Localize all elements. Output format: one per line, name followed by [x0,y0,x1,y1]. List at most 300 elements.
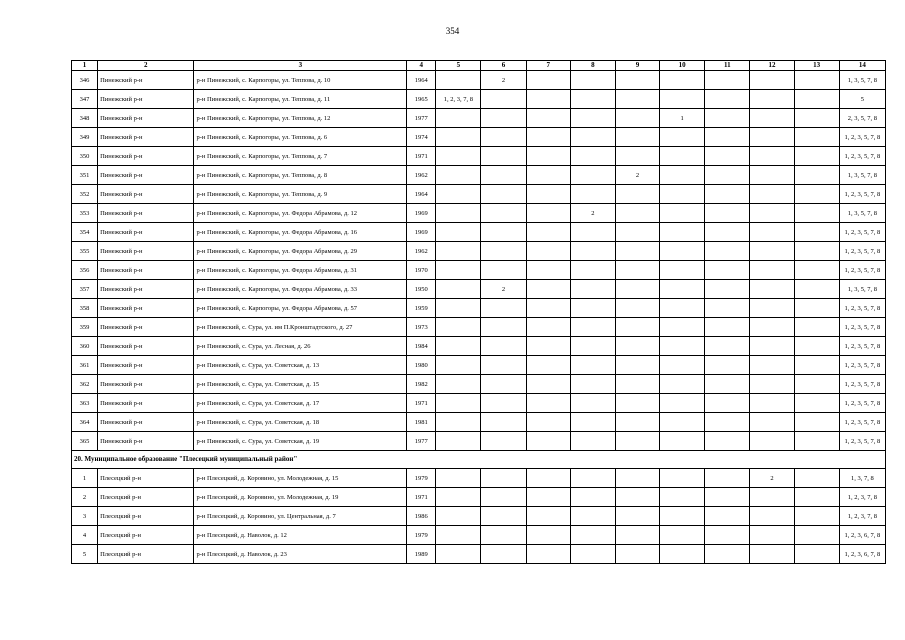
cell-district: Пинежский р-н [98,90,194,109]
table-row [72,432,886,451]
table-row [72,147,886,166]
cell-c5 [436,337,481,356]
cell-c8 [570,71,615,90]
cell-c14: 1, 2, 3, 6, 7, 8 [839,545,885,564]
cell-c7 [526,507,570,526]
cell-c10 [660,526,705,545]
cell-c11 [705,413,750,432]
cell-district: Плесецкий р-н [98,507,194,526]
cell-c5 [436,507,481,526]
cell-c6 [481,242,526,261]
cell-c12 [750,318,794,337]
cell-c11 [705,469,750,488]
cell-district: Пинежский р-н [98,280,194,299]
cell-c7 [526,545,570,564]
cell-number: 352 [72,185,98,204]
cell-c11 [705,71,750,90]
cell-c7 [526,318,570,337]
cell-c10 [660,432,705,451]
cell-district: Плесецкий р-н [98,545,194,564]
cell-c12 [750,109,794,128]
cell-number: 346 [72,71,98,90]
cell-c6 [481,261,526,280]
cell-c13 [794,109,839,128]
cell-district: Пинежский р-н [98,166,194,185]
cell-year: 1980 [407,356,436,375]
cell-number: 364 [72,413,98,432]
cell-year: 1984 [407,337,436,356]
table-row [72,545,886,564]
cell-c11 [705,109,750,128]
cell-c12 [750,394,794,413]
cell-c6: 2 [481,71,526,90]
cell-number: 347 [72,90,98,109]
cell-c9 [615,147,659,166]
cell-year: 1979 [407,469,436,488]
cell-address: р-н Пинежский, с. Сура, ул. Советская, д. 18 [194,413,407,432]
cell-c7 [526,337,570,356]
cell-c8 [570,166,615,185]
cell-c14: 1, 2, 3, 5, 7, 8 [839,375,885,394]
cell-c8 [570,413,615,432]
cell-year: 1977 [407,109,436,128]
cell-c8 [570,261,615,280]
cell-c10 [660,469,705,488]
cell-c13 [794,394,839,413]
cell-c5 [436,413,481,432]
cell-c11 [705,242,750,261]
table-row [72,469,886,488]
cell-c14: 1, 2, 3, 5, 7, 8 [839,261,885,280]
cell-district: Пинежский р-н [98,242,194,261]
table-row [72,488,886,507]
cell-c7 [526,166,570,185]
table-row [72,261,886,280]
cell-c6 [481,90,526,109]
cell-c13 [794,128,839,147]
column-header: 12 [750,61,794,71]
cell-c6 [481,432,526,451]
cell-c6 [481,394,526,413]
cell-year: 1962 [407,242,436,261]
cell-c7 [526,526,570,545]
cell-c9 [615,71,659,90]
cell-c14: 1, 2, 3, 5, 7, 8 [839,318,885,337]
cell-address: р-н Пинежский, с. Карпогоры, ул. Федора Абрамова, д. 33 [194,280,407,299]
cell-district: Пинежский р-н [98,375,194,394]
cell-c14: 1, 2, 3, 5, 7, 8 [839,223,885,242]
cell-district: Пинежский р-н [98,261,194,280]
cell-c9 [615,507,659,526]
cell-number: 353 [72,204,98,223]
column-header: 9 [615,61,659,71]
cell-c14: 1, 2, 3, 5, 7, 8 [839,394,885,413]
cell-c14: 1, 2, 3, 7, 8 [839,507,885,526]
cell-c8 [570,375,615,394]
cell-c7 [526,375,570,394]
cell-c13 [794,526,839,545]
cell-c13 [794,299,839,318]
cell-c11 [705,185,750,204]
cell-c10 [660,299,705,318]
cell-c5 [436,128,481,147]
cell-number: 348 [72,109,98,128]
cell-c13 [794,242,839,261]
cell-year: 1971 [407,394,436,413]
cell-c10 [660,545,705,564]
table-row [72,394,886,413]
cell-c9 [615,394,659,413]
cell-c13 [794,432,839,451]
cell-c12 [750,299,794,318]
cell-c13 [794,90,839,109]
cell-c10 [660,90,705,109]
cell-district: Пинежский р-н [98,71,194,90]
table-row [72,337,886,356]
cell-c9 [615,337,659,356]
cell-c10 [660,375,705,394]
cell-year: 1969 [407,204,436,223]
cell-c13 [794,413,839,432]
cell-address: р-н Пинежский, с. Сура, ул. Советская, д. 15 [194,375,407,394]
cell-c13 [794,356,839,375]
cell-c11 [705,356,750,375]
cell-c9 [615,280,659,299]
cell-c14: 1, 2, 3, 5, 7, 8 [839,356,885,375]
cell-c13 [794,469,839,488]
cell-c13 [794,507,839,526]
cell-address: р-н Пинежский, с. Сура, ул. Советская, д. 13 [194,356,407,375]
column-header: 3 [194,61,407,71]
column-header: 14 [839,61,885,71]
cell-c8 [570,280,615,299]
cell-c5 [436,166,481,185]
cell-address: р-н Пинежский, с. Карпогоры, ул. Федора Абрамова, д. 29 [194,242,407,261]
cell-year: 1959 [407,299,436,318]
cell-c12 [750,337,794,356]
cell-c5 [436,375,481,394]
cell-c10 [660,242,705,261]
cell-district: Плесецкий р-н [98,526,194,545]
cell-year: 1970 [407,261,436,280]
cell-c9 [615,242,659,261]
cell-address: р-н Пинежский, с. Сура, ул. им П.Кронштадтского, д. 27 [194,318,407,337]
cell-address: р-н Пинежский, с. Карпогоры, ул. Теппова, д. 7 [194,147,407,166]
cell-c10 [660,507,705,526]
cell-c5 [436,71,481,90]
cell-year: 1989 [407,545,436,564]
table-row [72,375,886,394]
cell-c14: 1, 2, 3, 5, 7, 8 [839,299,885,318]
cell-c10 [660,185,705,204]
cell-address: р-н Пинежский, с. Карпогоры, ул. Федора Абрамова, д. 12 [194,204,407,223]
table-row [72,166,886,185]
section-title: 20. Муниципальное образование "Плесецкий муниципальный район" [72,451,886,469]
cell-c7 [526,223,570,242]
cell-c6 [481,375,526,394]
table-row [72,413,886,432]
cell-c14: 1, 2, 3, 5, 7, 8 [839,242,885,261]
cell-c5: 1, 2, 3, 7, 8 [436,90,481,109]
table-row [72,128,886,147]
cell-c14: 1, 2, 3, 5, 7, 8 [839,432,885,451]
cell-c5 [436,299,481,318]
cell-c12 [750,526,794,545]
table-body [72,71,886,564]
cell-c14: 1, 2, 3, 7, 8 [839,488,885,507]
cell-year: 1986 [407,507,436,526]
cell-c8 [570,526,615,545]
cell-c7 [526,204,570,223]
cell-c11 [705,204,750,223]
cell-c13 [794,488,839,507]
cell-c11 [705,166,750,185]
cell-year: 1971 [407,147,436,166]
cell-district: Плесецкий р-н [98,488,194,507]
table-row [72,280,886,299]
cell-year: 1964 [407,71,436,90]
cell-c12 [750,432,794,451]
cell-c13 [794,280,839,299]
table-row [72,507,886,526]
cell-address: р-н Пинежский, с. Карпогоры, ул. Теппова, д. 10 [194,71,407,90]
cell-c13 [794,318,839,337]
cell-address: р-н Пинежский, с. Сура, ул. Советская, д. 19 [194,432,407,451]
cell-c7 [526,147,570,166]
cell-c8 [570,299,615,318]
table-row [72,185,886,204]
cell-number: 3 [72,507,98,526]
cell-c11 [705,432,750,451]
cell-c12 [750,166,794,185]
cell-address: р-н Плесецкий, д. Наволок, д. 23 [194,545,407,564]
cell-c14: 1, 3, 7, 8 [839,469,885,488]
cell-c11 [705,507,750,526]
cell-c10 [660,128,705,147]
cell-c9: 2 [615,166,659,185]
column-header: 11 [705,61,750,71]
column-header: 2 [98,61,194,71]
table-row [72,71,886,90]
cell-c7 [526,185,570,204]
table-row [72,356,886,375]
cell-district: Пинежский р-н [98,109,194,128]
cell-year: 1973 [407,318,436,337]
cell-address: р-н Пинежский, с. Карпогоры, ул. Теппова, д. 12 [194,109,407,128]
cell-c8 [570,147,615,166]
cell-c12 [750,356,794,375]
cell-c7 [526,432,570,451]
cell-c14: 5 [839,90,885,109]
cell-year: 1964 [407,185,436,204]
column-header: 7 [526,61,570,71]
cell-c9 [615,488,659,507]
cell-c13 [794,375,839,394]
cell-c9 [615,204,659,223]
cell-c12: 2 [750,469,794,488]
cell-c14: 1, 3, 5, 7, 8 [839,166,885,185]
cell-c9 [615,223,659,242]
cell-c10 [660,394,705,413]
table-row [72,526,886,545]
cell-district: Пинежский р-н [98,318,194,337]
cell-c5 [436,147,481,166]
cell-year: 1950 [407,280,436,299]
cell-address: р-н Плесецкий, д. Наволок, д. 12 [194,526,407,545]
column-header: 6 [481,61,526,71]
cell-c7 [526,261,570,280]
cell-district: Пинежский р-н [98,413,194,432]
cell-c10 [660,204,705,223]
cell-district: Пинежский р-н [98,204,194,223]
cell-number: 1 [72,469,98,488]
cell-year: 1971 [407,488,436,507]
cell-c6 [481,488,526,507]
column-header: 4 [407,61,436,71]
cell-c6 [481,223,526,242]
cell-c6 [481,337,526,356]
cell-c5 [436,356,481,375]
cell-c11 [705,223,750,242]
cell-number: 363 [72,394,98,413]
cell-c6 [481,507,526,526]
cell-c5 [436,242,481,261]
cell-year: 1981 [407,413,436,432]
cell-c8 [570,109,615,128]
cell-c12 [750,90,794,109]
cell-c14: 1, 2, 3, 5, 7, 8 [839,147,885,166]
cell-number: 361 [72,356,98,375]
cell-district: Пинежский р-н [98,432,194,451]
cell-c12 [750,128,794,147]
cell-c6 [481,166,526,185]
cell-c9 [615,375,659,394]
cell-address: р-н Пинежский, с. Карпогоры, ул. Теппова, д. 9 [194,185,407,204]
cell-year: 1979 [407,526,436,545]
cell-c6 [481,185,526,204]
column-header: 1 [72,61,98,71]
cell-c13 [794,147,839,166]
cell-c11 [705,488,750,507]
cell-c5 [436,394,481,413]
cell-c13 [794,261,839,280]
cell-number: 356 [72,261,98,280]
cell-c8 [570,545,615,564]
cell-year: 1977 [407,432,436,451]
section-header-row [72,451,886,469]
cell-c11 [705,545,750,564]
cell-c7 [526,299,570,318]
cell-c9 [615,432,659,451]
cell-c10 [660,261,705,280]
column-header: 8 [570,61,615,71]
column-header: 10 [660,61,705,71]
cell-c6 [481,413,526,432]
cell-year: 1965 [407,90,436,109]
cell-c9 [615,526,659,545]
cell-c8 [570,90,615,109]
table-row [72,109,886,128]
cell-c13 [794,166,839,185]
cell-c7 [526,488,570,507]
cell-c11 [705,526,750,545]
cell-c5 [436,223,481,242]
cell-c6 [481,147,526,166]
cell-c8 [570,469,615,488]
table-row [72,318,886,337]
cell-number: 350 [72,147,98,166]
header-row [72,61,886,71]
cell-number: 351 [72,166,98,185]
cell-c5 [436,280,481,299]
cell-c12 [750,375,794,394]
cell-c9 [615,545,659,564]
cell-address: р-н Пинежский, с. Карпогоры, ул. Федора Абрамова, д. 57 [194,299,407,318]
cell-number: 359 [72,318,98,337]
column-header: 5 [436,61,481,71]
cell-number: 365 [72,432,98,451]
cell-c8 [570,242,615,261]
cell-c10 [660,318,705,337]
cell-c6 [481,526,526,545]
table-row [72,299,886,318]
cell-c7 [526,71,570,90]
cell-c14: 1, 3, 5, 7, 8 [839,204,885,223]
cell-c8: 2 [570,204,615,223]
cell-c5 [436,185,481,204]
cell-number: 360 [72,337,98,356]
cell-c12 [750,71,794,90]
cell-c11 [705,375,750,394]
cell-address: р-н Пинежский, с. Карпогоры, ул. Теппова, д. 8 [194,166,407,185]
cell-address: р-н Плесецкий, д. Коровино, ул. Центральная, д. 7 [194,507,407,526]
cell-number: 4 [72,526,98,545]
cell-c12 [750,488,794,507]
table-row [72,242,886,261]
cell-address: р-н Пинежский, с. Карпогоры, ул. Теппова, д. 11 [194,90,407,109]
cell-address: р-н Пинежский, с. Карпогоры, ул. Федора Абрамова, д. 31 [194,261,407,280]
cell-c11 [705,280,750,299]
cell-c12 [750,223,794,242]
cell-year: 1974 [407,128,436,147]
table-row [72,90,886,109]
cell-c8 [570,185,615,204]
cell-address: р-н Пинежский, с. Карпогоры, ул. Федора Абрамова, д. 16 [194,223,407,242]
cell-c12 [750,413,794,432]
cell-c7 [526,242,570,261]
cell-c10 [660,413,705,432]
cell-c6 [481,356,526,375]
cell-c14: 1, 3, 5, 7, 8 [839,71,885,90]
cell-c13 [794,545,839,564]
registry-table [71,60,886,564]
cell-c9 [615,413,659,432]
cell-c5 [436,432,481,451]
cell-c10 [660,356,705,375]
cell-c13 [794,337,839,356]
cell-c11 [705,299,750,318]
cell-c5 [436,545,481,564]
cell-district: Пинежский р-н [98,299,194,318]
cell-c12 [750,280,794,299]
cell-c9 [615,109,659,128]
cell-c9 [615,356,659,375]
cell-c10 [660,71,705,90]
cell-district: Пинежский р-н [98,185,194,204]
cell-c9 [615,185,659,204]
cell-c5 [436,469,481,488]
cell-c9 [615,469,659,488]
